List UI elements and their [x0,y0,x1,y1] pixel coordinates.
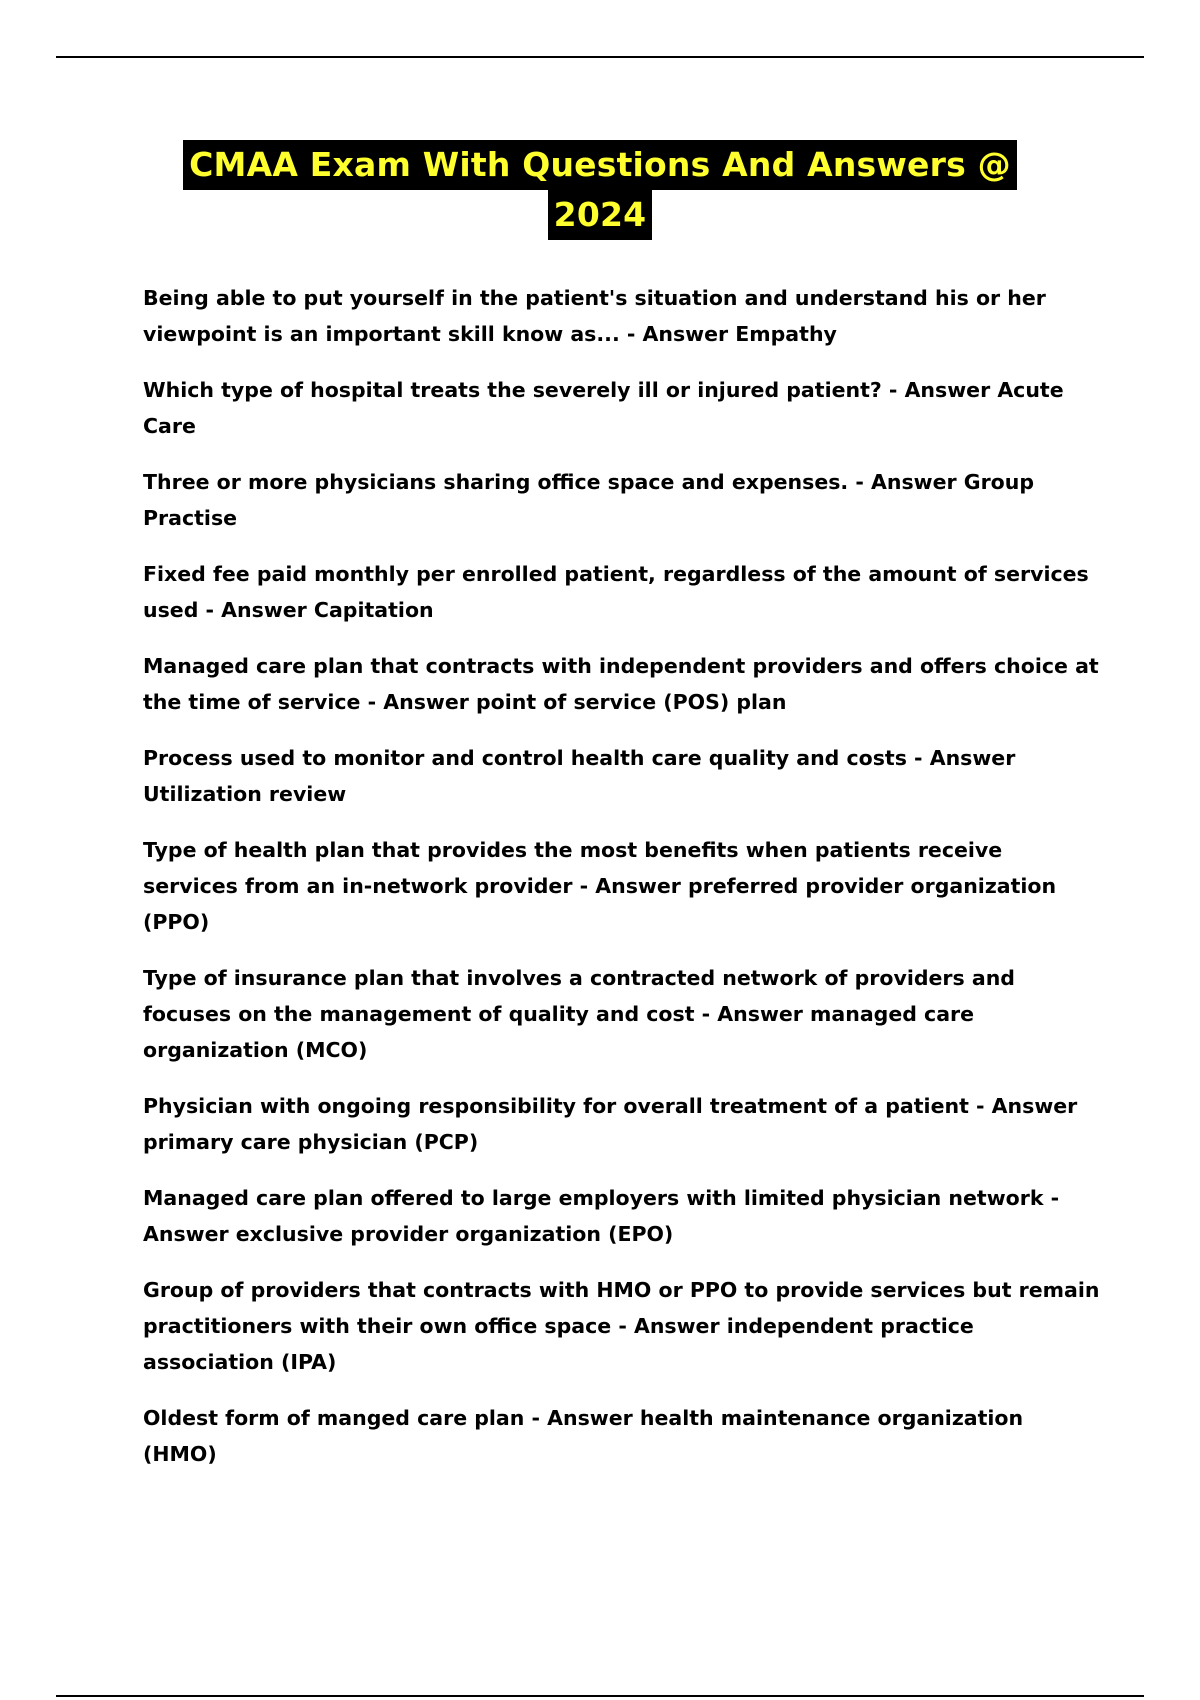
qa-item: Managed care plan that contracts with independent providers and offers choice at the time of service - Answer point of service (POS) plan [143,654,1099,714]
qa-item: Process used to monitor and control health care quality and costs - Answer Utilization review [143,746,1016,806]
qa-item: Managed care plan offered to large employers with limited physician network - Answer exclusive provider organization (EPO) [143,1186,1060,1246]
qa-item: Which type of hospital treats the severely ill or injured patient? - Answer Acute Care [143,378,1064,438]
title-line-2: 2024 [548,190,653,240]
qa-item: Being able to put yourself in the patient's situation and understand his or her viewpoint is an important skill know as... - Answer Empathy [143,286,1046,346]
top-divider [56,56,1144,58]
document-title [0,140,1200,240]
qa-item: Fixed fee paid monthly per enrolled patient, regardless of the amount of services used - Answer Capitation [143,562,1089,622]
qa-item: Physician with ongoing responsibility for overall treatment of a patient - Answer primary care physician (PCP) [143,1094,1078,1154]
qa-item: Type of insurance plan that involves a contracted network of providers and focuses on the management of quality and cost - Answer managed care organization (MCO) [143,966,1015,1062]
bottom-divider [56,1695,1144,1697]
qa-item: Type of health plan that provides the most benefits when patients receive services from an in-network provider - Answer preferred provider organization (PPO) [143,838,1057,934]
qa-item: Group of providers that contracts with HMO or PPO to provide services but remain practitioners with their own office space - Answer independent practice association (IPA) [143,1278,1100,1374]
title-line-1: CMAA Exam With Questions And Answers @ [183,140,1017,190]
qa-item: Three or more physicians sharing office space and expenses. - Answer Group Practise [143,470,1035,530]
qa-list [143,280,1103,1492]
qa-item: Oldest form of manged care plan - Answer health maintenance organization (HMO) [143,1406,1024,1466]
